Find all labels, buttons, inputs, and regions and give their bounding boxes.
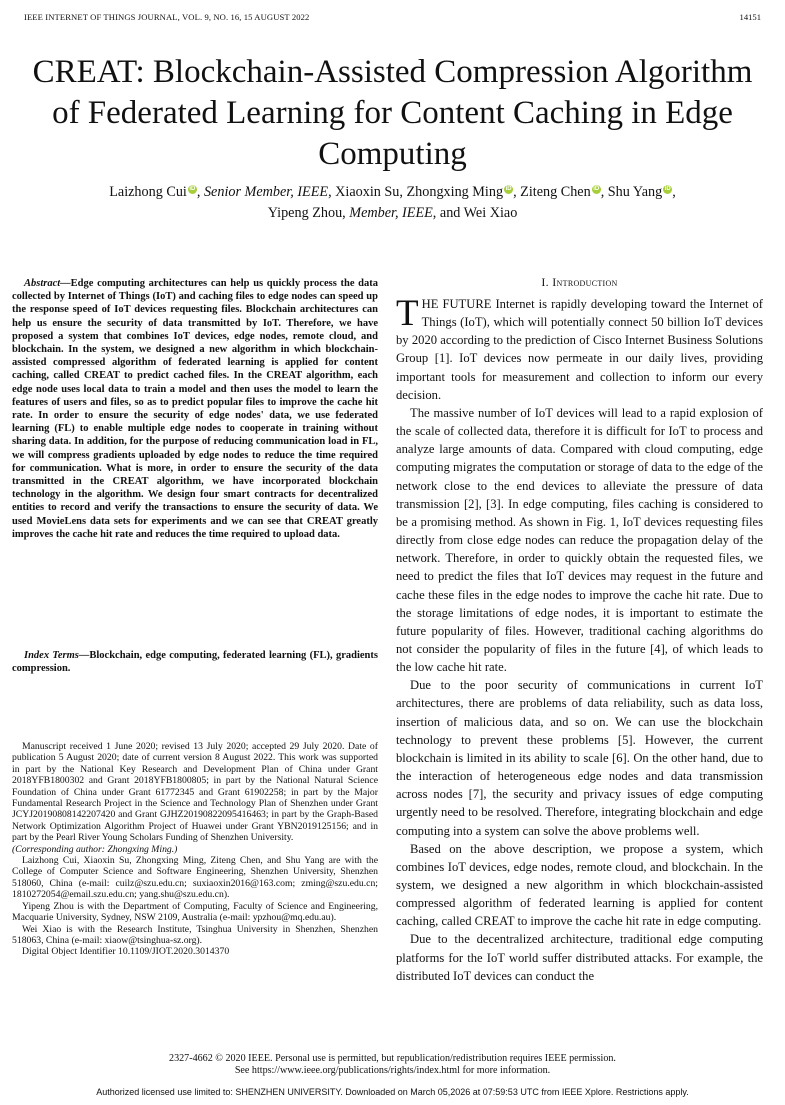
abstract-label: Abstract— xyxy=(24,278,71,289)
author-name[interactable]: Yipeng Zhou xyxy=(267,204,343,221)
orcid-icon[interactable]: iD xyxy=(505,186,512,193)
author-name[interactable]: Shu Yang xyxy=(607,184,663,200)
paragraph: Due to the poor security of communications in current IoT architectures, there are problems of data reliability, such as data loss, insertion of malicious data, and so on. We can use the blockchain technology to prevent these problems [5]. However, the current blockchain is limited in its ability to scale [6]. On the other hand, due to the interaction of heterogeneous edge nodes and data transmission across nodes [7], the security and privacy issues of edge computing urgently need to be resolved. Therefore, integrating blockchain and edge computing into a system can solve the above problems well. xyxy=(396,678,763,838)
doi-note[interactable]: Digital Object Identifier 10.1109/JIOT.2020.3014370 xyxy=(22,946,230,958)
paragraph: HE FUTURE Internet is rapidly developing toward the Internet of Things (IoT), which will potentially connect 50 billion IoT devices by 2020 according to the prediction of Cisco Internet Business Solutions Group [1]. IoT devices now permeate in our daily lives, providing important tools for measurement and collection to inform our every decision. xyxy=(396,297,763,402)
paragraph: Due to the decentralized architecture, traditional edge computing platforms for the IoT world suffer distributed attacks. For example, the distributed IoT devices can conduct the xyxy=(396,932,763,983)
affiliation-note: Wei Xiao is with the Research Institute, Tsinghua University in Shenzhen, Shenzhen 518063, China (e-mail: xiaow@tsinghua-sz.org). xyxy=(12,923,378,946)
license-banner: Authorized licensed use limited to: SHENZHEN UNIVERSITY. Downloaded on March 05,2026 at 07:59:53 UTC from IEEE Xplore. Restrictions apply. xyxy=(96,1087,689,1097)
author-list: Laizhong Cui iD , Senior Member, IEEE, Xiaoxin Su, Zhongxing Ming iD , Ziteng Chen iD , Shu Yang iD , Yipeng Zhou, Member, IEEE, and Wei Xiao xyxy=(109,184,676,221)
abstract xyxy=(12,277,378,541)
author-membership: Senior Member, IEEE xyxy=(203,184,329,200)
paragraph: The massive number of IoT devices will lead to a rapid explosion of the scale of collected data, therefore it is difficult for IoT to process and analyze large amounts of data. Compared with cloud computing, edge computing migrates the computation or storage of data to the edge of the network close to the end devices to alleviate the pressure of data transmission [2], [3]. In edge computing, files caching is considered to be a promising method. As shown in Fig. 1, IoT devices requesting files directly from close edge nodes can reduce the propagation delay of the network. Therefore, in order to quickly obtain the requested files, we need to predict the files that IoT devices may request in the future and cache these files in the edge nodes to improve the cache hit rate. Due to the storage limitations of edge nodes, it is important to estimate the future popularity of files. However, traditional caching algorithms do not consider the popularity of files in the future [4], of which leads to the low cache hit rate. xyxy=(396,405,763,675)
author-name[interactable]: Xiaoxin Su xyxy=(335,184,400,200)
section-title: Introduction xyxy=(552,275,618,289)
copyright-line: 2327-4662 © 2020 IEEE. Personal use is permitted, but republication/redistribution requires IEEE permission. xyxy=(169,1053,616,1064)
affiliation-note: Laizhong Cui, Xiaoxin Su, Zhongxing Ming, Ziteng Chen, and Shu Yang are with the College of Computer Science and Software Engineering, Shenzhen University, Shenzhen 518060, China (e-mail: cuilz@szu.edu.cn; suxiaoxin2016@163.com; zming@szu.edu.cn; 1810272054@email.szu.edu.cn; yang.shu@szu.edu.cn). xyxy=(12,855,378,901)
page-number: 14151 xyxy=(739,12,761,22)
author-name[interactable]: Ziteng Chen xyxy=(520,184,591,200)
author-name[interactable]: Wei Xiao xyxy=(463,204,518,221)
author-name[interactable]: Laizhong Cui xyxy=(109,184,187,200)
author-name[interactable]: Zhongxing Ming xyxy=(406,184,504,200)
section-heading xyxy=(396,275,763,290)
rights-link[interactable]: See https://www.ieee.org/publications/rights/index.html for more information. xyxy=(234,1065,551,1077)
copyright-notice xyxy=(30,1053,755,1078)
index-terms-text: Blockchain, edge computing, federated learning (FL), gradients compression. xyxy=(12,650,378,675)
running-header: IEEE INTERNET OF THINGS JOURNAL, VOL. 9, NO. 16, 15 AUGUST 2022 xyxy=(24,12,310,22)
manuscript-note: Manuscript received 1 June 2020; revised 13 July 2020; accepted 29 July 2020. Date of publication 5 August 2020; date of current version 8 August 2022. This work was supported in part by the National Key Research and Development Plan of China under Grant 2018YFB1800302 and Grant 2018YFB1800805; in part by the National Natural Science Foundation of China under Grant 61772345 and Grant 61902258; in part by the Major Fundamental Research Project in the Science and Technology Plan of Shenzhen under Grant JCYJ20190808142207420 and Grant GJHZ20190822095416463; in part by the Graph-Based Network Optimization Algorithm Project of Huawei under Grant YBN2019125156; and in part by the Pearl River Young Scholars Funding of Shenzhen University. xyxy=(12,741,378,844)
author-membership: Member, IEEE xyxy=(349,204,433,221)
affiliation-note: Yipeng Zhou is with the Department of Computing, Faculty of Science and Engineering, Macquarie University, Sydney, NSW 2109, Australia (e-mail: ypzhou@mq.edu.au). xyxy=(12,900,378,924)
first-page-footnote xyxy=(12,741,378,958)
orcid-icon[interactable]: iD xyxy=(189,186,196,193)
drop-cap: T xyxy=(396,293,419,334)
index-terms xyxy=(12,649,378,675)
introduction-body xyxy=(396,295,763,985)
paper-title: CREAT: Blockchain-Assisted Compression Algorithm of Federated Learning for Content Caching in Edge Computing xyxy=(32,54,753,172)
abstract-text: Edge computing architectures can help us quickly process the data collected by Internet of Things (IoT) and caching files to edge nodes can speed up the response speed of IoT devices requesting files. Blockchain architectures can help us ensure the security of data transmitted by IoT. Therefore, we have proposed a system that combines IoT devices, edge nodes, remote cloud, and blockchain. In the system, we designed a new algorithm in which blockchain-assisted compressed algorithm of federated learning is applied for content caching, called CREAT to predict cached files. In the CREAT algorithm, each edge node uses local data to train a model and then uses the model to learn the features of users and files, so as to predict popular files to improve the cache hit rate. In order to ensure the security of edge nodes' data, we use federated learning (FL) to enable multiple edge nodes to cooperate in training without sharing data. In addition, for the purpose of reducing communication load in FL, we will compress gradients uploaded by edge nodes to reduce the time required for communication. What is more, in order to ensure the security of the data transmitted in the CREAT algorithm, we have incorporated blockchain technology in the algorithm. We design four smart contracts for decentralized entities to record and verify the transactions to ensure the security of data. We used MovieLens data sets for experiments and we can see that CREAT greatly improves the cache hit rate and reduces the time required to upload data. xyxy=(12,278,378,540)
orcid-icon[interactable]: iD xyxy=(593,186,600,193)
orcid-icon[interactable]: iD xyxy=(664,186,671,193)
paragraph: Based on the above description, we propose a system, which combines IoT devices, edge nodes, remote cloud, and blockchain. In the system, we designed a new algorithm in which blockchain-assisted compressed algorithm of federated learning is applied for content caching, called CREAT to improve the cache hit rate in edge computing. xyxy=(396,841,763,929)
section-number: I. xyxy=(541,275,553,289)
corresponding-author: (Corresponding author: Zhongxing Ming.) xyxy=(12,843,178,855)
index-terms-label: Index Terms— xyxy=(24,650,90,661)
